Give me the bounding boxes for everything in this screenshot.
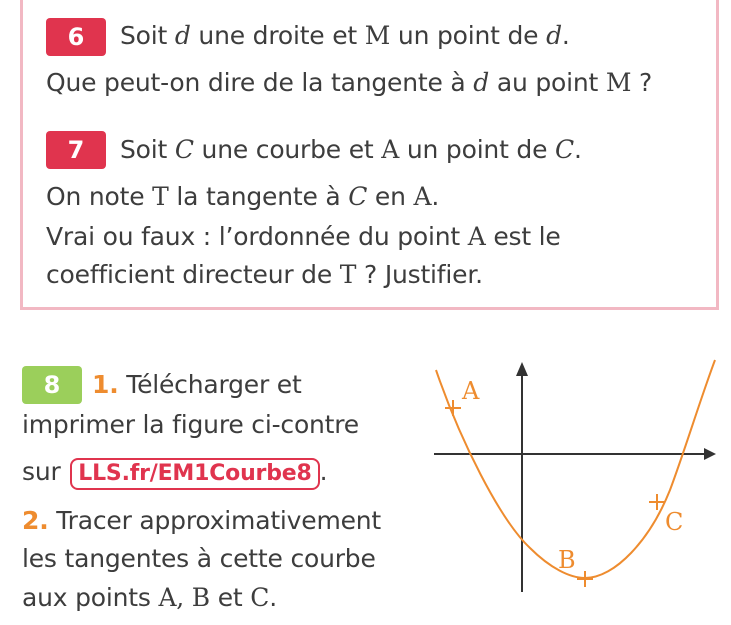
- exercise-8-q2-line-3: aux points A, B et C.: [22, 583, 277, 612]
- exercise-7-line-3: Vrai ou faux : l’ordonnée du point A est le: [46, 222, 561, 251]
- curve-figure: [420, 350, 725, 600]
- exercise-8-q1-line-1: 1. Télécharger et: [92, 370, 302, 399]
- exercise-number-badge-8: 8: [22, 366, 82, 404]
- label-a: A: [462, 377, 480, 405]
- exercise-8-q1-line-3: sur LLS.fr/EM1Courbe8 .: [22, 456, 327, 490]
- exercise-7-line-4: coefficient directeur de T ? Justifier.: [46, 260, 483, 289]
- exercise-number-badge-6: 6: [46, 18, 106, 56]
- exercise-7-line-1: Soit C une courbe et A un point de C.: [120, 135, 582, 164]
- y-axis: [516, 362, 528, 592]
- exercise-8-q1-line-2: imprimer la figure ci-contre: [22, 410, 359, 439]
- exercise-8-q2-line-2: les tangentes à cette courbe: [22, 544, 376, 573]
- download-link[interactable]: LLS.fr/EM1Courbe8: [70, 458, 319, 490]
- label-c: C: [665, 508, 684, 536]
- point-b-marker: [577, 571, 593, 587]
- exercise-6-line-2: Que peut-on dire de la tangente à d au point M ?: [46, 68, 653, 97]
- x-axis: [434, 448, 716, 460]
- label-b: B: [558, 546, 576, 574]
- exercise-6-line-1: Soit d une droite et M un point de d.: [120, 21, 570, 50]
- exercise-8-q2-line-1: 2. Tracer approximativement: [22, 506, 382, 535]
- exercise-7-line-2: On note T la tangente à C en A.: [46, 182, 440, 211]
- exercise-number-badge-7: 7: [46, 131, 106, 169]
